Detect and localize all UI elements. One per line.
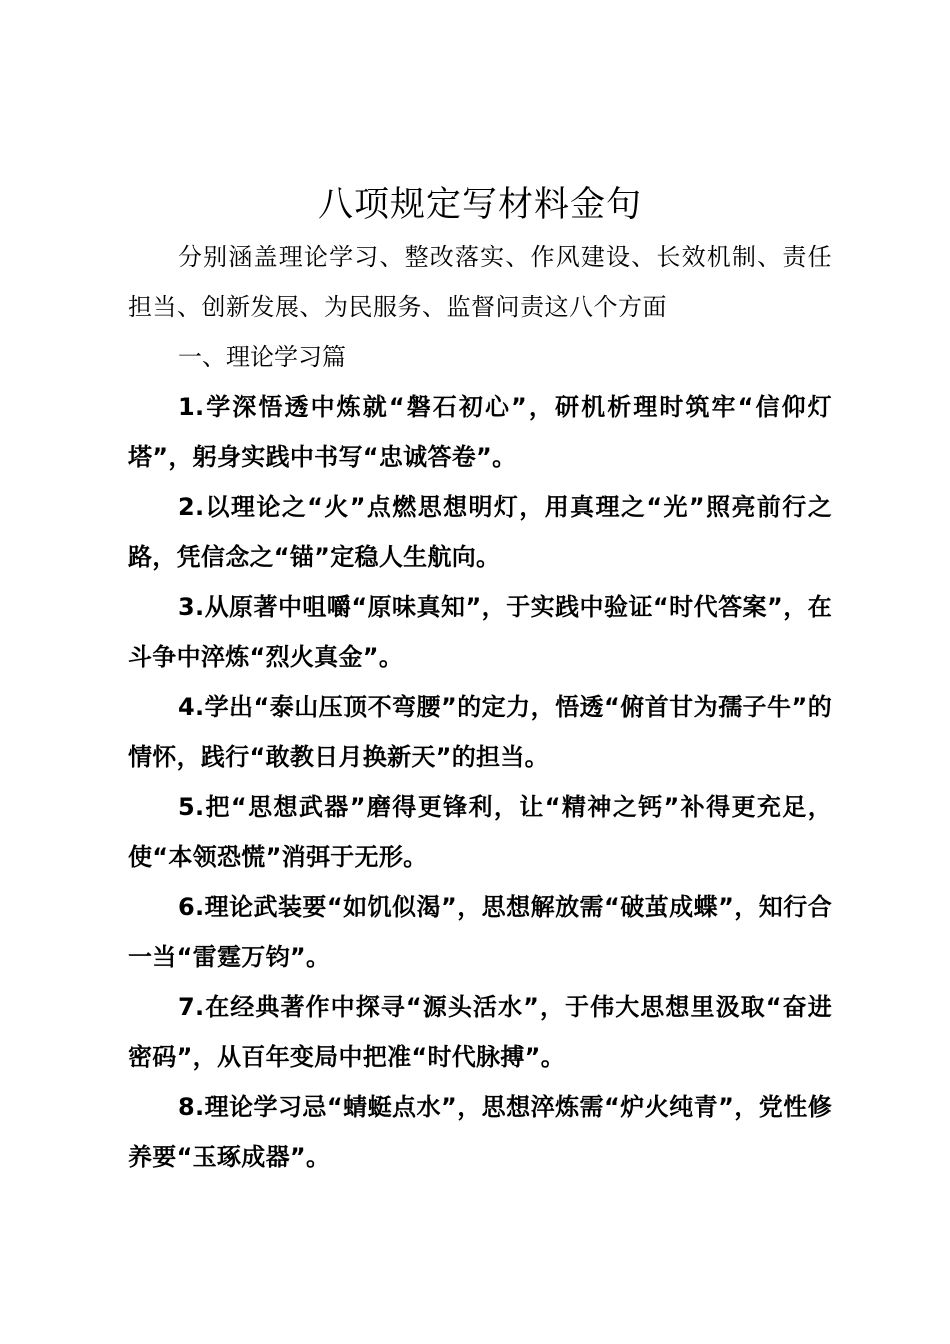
list-item: 5.把“思想武器”磨得更锋利，让“精神之钙”补得更充足，使“本领恐慌”消弭于无形。: [128, 793, 832, 871]
list-item: 1.学深悟透中炼就“磐石初心”，研机析理时筑牢“信仰灯塔”，躬身实践中书写“忠诚答卷”。: [128, 393, 832, 471]
list-item: 7.在经典著作中探寻“源头活水”，于伟大思想里汲取“奋进密码”，从百年变局中把准“时代脉搏”。: [128, 993, 832, 1071]
document-body: [128, 178, 832, 1182]
section-heading: 一、理论学习篇: [178, 343, 346, 371]
document-title: 八项规定写材料金句: [317, 185, 642, 225]
list-item: 4.学出“泰山压顶不弯腰”的定力，悟透“俯首甘为孺子牛”的情怀，践行“敢教日月换新天”的担当。: [128, 693, 832, 771]
intro-paragraph: 分别涵盖理论学习、整改落实、作风建设、长效机制、责任担当、创新发展、为民服务、监督问责这八个方面: [128, 243, 832, 321]
list-item: 2.以理论之“火”点燃思想明灯，用真理之“光”照亮前行之路，凭信念之“锚”定稳人生航向。: [128, 493, 832, 571]
list-item: 6.理论武装要“如饥似渴”，思想解放需“破茧成蝶”，知行合一当“雷霆万钧”。: [128, 893, 832, 971]
list-item: 8.理论学习忌“蜻蜓点水”，思想淬炼需“炉火纯青”，党性修养要“玉琢成器”。: [128, 1093, 832, 1171]
list-item: 3.从原著中咀嚼“原味真知”，于实践中验证“时代答案”，在斗争中淬炼“烈火真金”。: [128, 593, 832, 671]
